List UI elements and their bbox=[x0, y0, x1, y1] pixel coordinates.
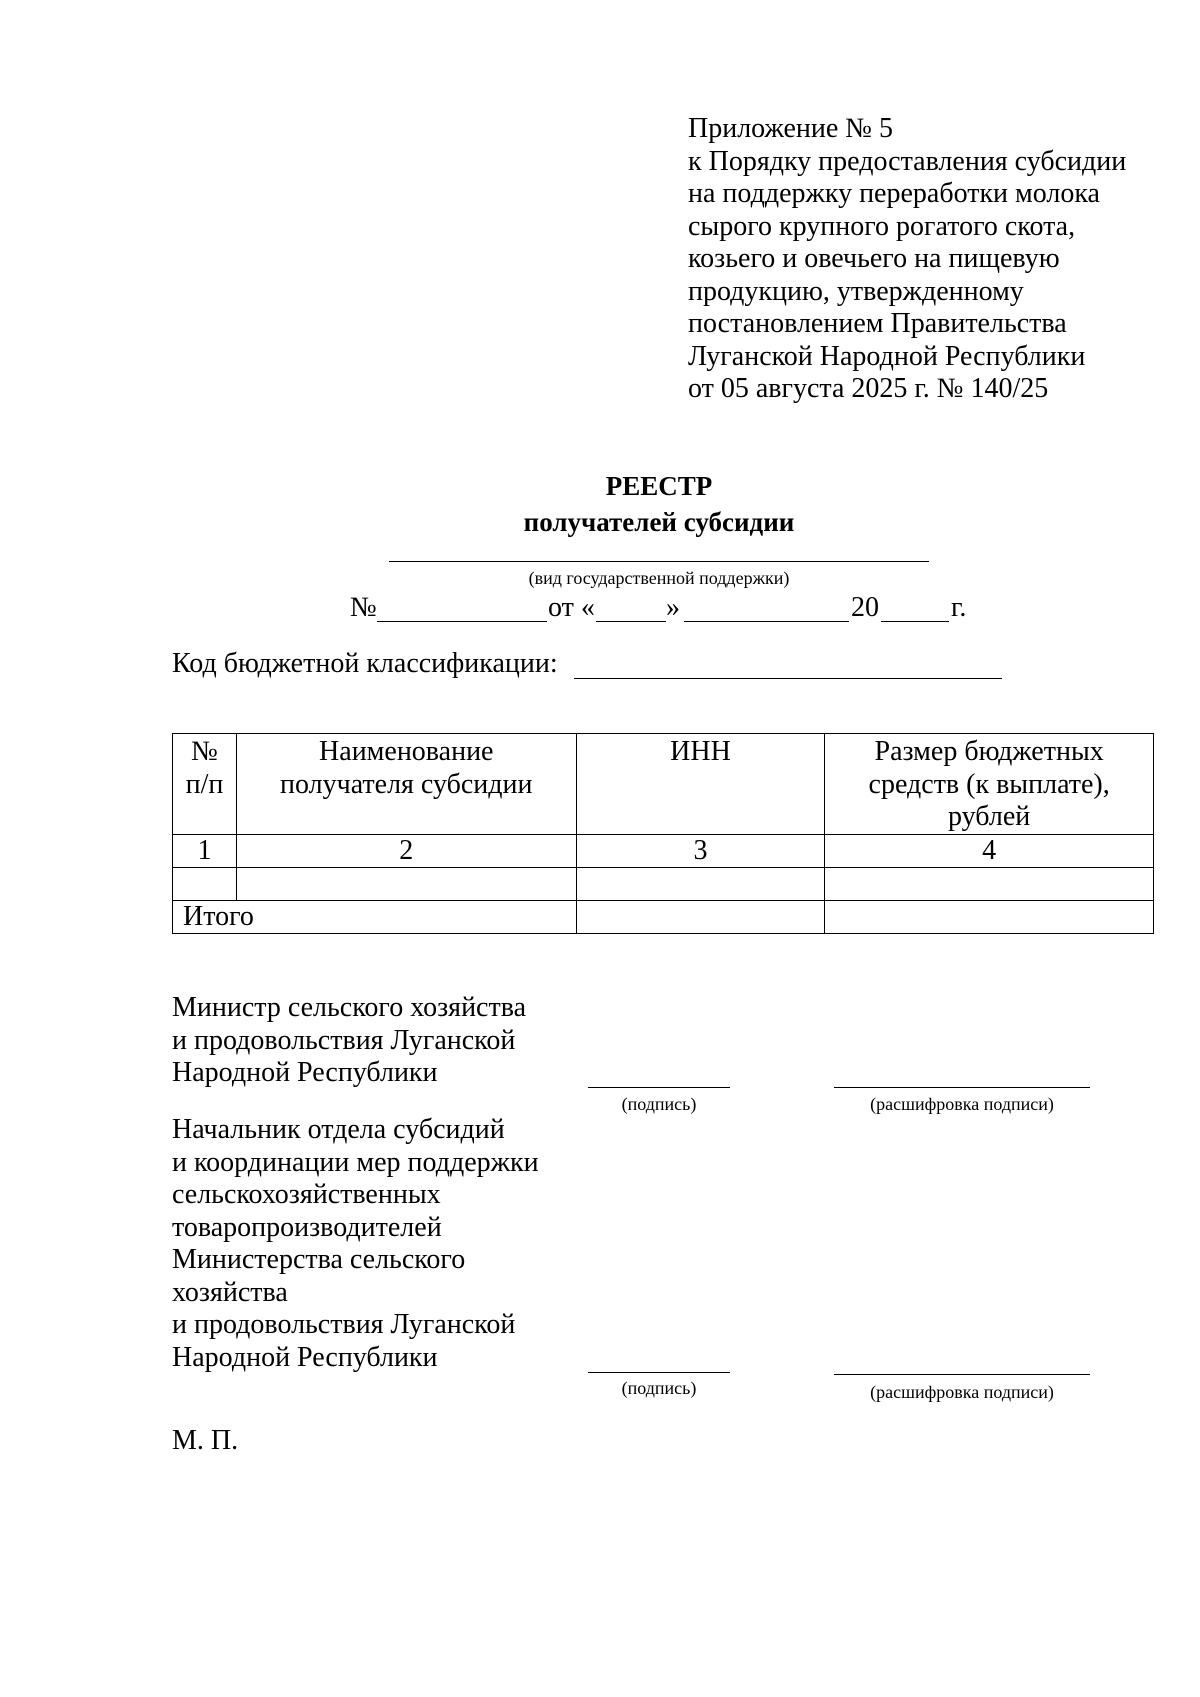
table-cell bbox=[173, 868, 237, 901]
table-cell: 2 bbox=[236, 835, 576, 868]
header-text: ИНН bbox=[670, 736, 731, 767]
document-subtitle: получателей субсидии bbox=[523, 507, 795, 537]
month-blank bbox=[684, 621, 849, 622]
table-cell bbox=[236, 868, 576, 901]
day-blank bbox=[596, 621, 666, 622]
signatory-line: и продовольствия Луганской bbox=[172, 1309, 516, 1340]
year-suffix: г. bbox=[951, 592, 967, 623]
header-text: рублей bbox=[948, 801, 1031, 832]
signatory-line: Министерства сельского bbox=[172, 1244, 466, 1275]
year-blank bbox=[881, 621, 949, 622]
signature-decode-line bbox=[834, 1374, 1090, 1375]
appendix-line: к Порядку предоставления субсидии bbox=[688, 145, 1127, 177]
document-title: РЕЕСТР bbox=[605, 471, 713, 501]
recipients-table bbox=[172, 733, 1154, 934]
table-cell bbox=[825, 868, 1154, 901]
signature-decode-caption: (расшифровка подписи) bbox=[870, 1094, 1054, 1114]
stamp-place: М. П. bbox=[172, 1425, 239, 1456]
table-cell bbox=[576, 901, 825, 934]
signatory-line: Народной Республики bbox=[172, 1057, 438, 1088]
date-from-label: от « bbox=[548, 592, 595, 623]
year-prefix: 20 bbox=[851, 592, 879, 623]
table-total-row bbox=[173, 901, 1154, 934]
signature-line bbox=[588, 1087, 730, 1088]
signatory-line: и координации мер поддержки bbox=[172, 1146, 539, 1178]
support-type-caption: (вид государственной поддержки) bbox=[528, 568, 790, 588]
appendix-line: сырого крупного рогатого скота, bbox=[688, 210, 1076, 242]
header-text: № bbox=[191, 736, 218, 767]
signatory-line: Начальник отдела субсидий bbox=[172, 1114, 505, 1145]
appendix-line: Луганской Народной Республики bbox=[688, 340, 1086, 372]
number-sign: № bbox=[350, 592, 377, 623]
appendix-line: постановлением Правительства bbox=[688, 308, 1067, 339]
total-label: Итого bbox=[173, 901, 577, 934]
appendix-line: Приложение № 5 bbox=[688, 113, 893, 144]
header-cell-number bbox=[173, 734, 237, 835]
appendix-line: продукцию, утвержденному bbox=[688, 275, 1024, 307]
appendix-line: от 05 августа 2025 г. № 140/25 bbox=[688, 373, 1049, 404]
support-type-line bbox=[389, 561, 929, 562]
table-header-row bbox=[173, 734, 1154, 835]
table-row bbox=[173, 835, 1154, 868]
signature-caption: (подпись) bbox=[621, 1378, 697, 1398]
signature-decode-caption: (расшифровка подписи) bbox=[870, 1382, 1054, 1402]
header-text: Размер бюджетных bbox=[874, 736, 1104, 767]
header-cell-amount bbox=[825, 734, 1154, 835]
header-text: получателя субсидии bbox=[280, 768, 533, 800]
budget-code-label: Код бюджетной классификации: bbox=[172, 648, 558, 679]
signatory-line: хозяйства bbox=[172, 1276, 288, 1308]
signatory-line: Министр сельского хозяйства bbox=[172, 992, 526, 1023]
table-cell: 4 bbox=[825, 835, 1154, 868]
signatory-line: Народной Республики bbox=[172, 1341, 438, 1373]
header-cell-inn bbox=[576, 734, 825, 835]
signatory-line: и продовольствия Луганской bbox=[172, 1024, 516, 1056]
header-cell-name bbox=[236, 734, 576, 835]
date-quote-close: » bbox=[666, 592, 680, 623]
table-cell: 3 bbox=[576, 835, 825, 868]
appendix-line: на поддержку переработки молока bbox=[688, 178, 1100, 209]
signature-decode-line bbox=[834, 1087, 1090, 1088]
table-cell bbox=[825, 901, 1154, 934]
signature-line bbox=[588, 1372, 730, 1373]
header-text: средств (к выплате), bbox=[868, 768, 1110, 800]
signatory-department-head bbox=[172, 1114, 539, 1374]
number-blank bbox=[377, 621, 547, 622]
budget-code-blank bbox=[574, 678, 1002, 679]
appendix-block bbox=[688, 113, 1168, 406]
table-cell bbox=[576, 868, 825, 901]
header-text: Наименование bbox=[319, 736, 494, 767]
header-text: п/п bbox=[185, 768, 224, 800]
signatory-line: товаропроизводителей bbox=[172, 1211, 442, 1243]
table-row bbox=[173, 868, 1154, 901]
signatory-minister bbox=[172, 992, 526, 1090]
signatory-line: сельскохозяйственных bbox=[172, 1179, 441, 1210]
appendix-line: козьего и овечьего на пищевую bbox=[688, 243, 1060, 274]
signature-caption: (подпись) bbox=[621, 1094, 697, 1114]
table-cell: 1 bbox=[173, 835, 237, 868]
